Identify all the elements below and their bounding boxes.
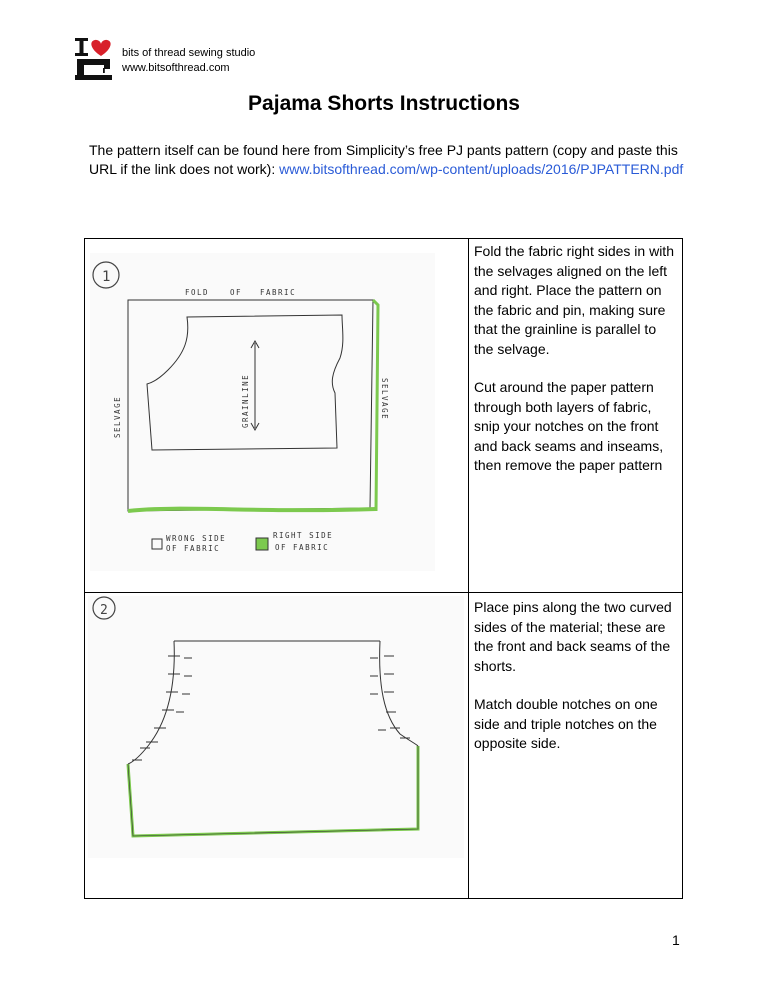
studio-name: bits of thread sewing studio xyxy=(122,47,256,59)
step-1-paragraph: Fold the fabric right sides in with the selvages aligned on the left and right. Place the pattern on the fabric and pin, making sure that the grainline is parallel to the selvage. xyxy=(474,243,674,357)
table-divider xyxy=(468,238,469,899)
step-2-diagram xyxy=(88,596,464,858)
legend-right-side-swatch xyxy=(256,538,268,550)
website: www.bitsofthread.com xyxy=(122,62,230,74)
header-text xyxy=(122,46,255,76)
step-1-text xyxy=(474,242,679,495)
legend-wrong-side-line2: OF FABRIC xyxy=(166,544,221,553)
label-selvage-right: SELVAGE xyxy=(380,378,389,421)
label-fabric: FABRIC xyxy=(260,288,297,297)
sewing-machine-icon xyxy=(75,59,112,80)
table-row-divider xyxy=(84,592,683,593)
studio-logo xyxy=(74,37,114,81)
step-2-paragraph: Match double notches on one side and triple notches on the opposite side. xyxy=(474,696,658,751)
step-1-paragraph: Cut around the paper pattern through both layers of fabric, snip your notches on the front and back seams and inseams, then remove the paper pattern xyxy=(474,379,664,473)
step-2-text xyxy=(474,598,679,773)
step-1-number: 1 xyxy=(102,269,112,285)
intro-text: The pattern itself can be found here from Simplicity’s free PJ pants pattern (copy and paste this URL if the link does not work): xyxy=(89,142,678,177)
pattern-link[interactable]: www.bitsofthread.com/wp-content/uploads/2016/PJPATTERN.pdf xyxy=(279,160,684,177)
step-2-paragraph: Place pins along the two curved sides of the material; these are the front and back seams of the shorts. xyxy=(474,599,672,674)
label-fold: FOLD xyxy=(185,288,210,297)
page-number: 1 xyxy=(672,932,680,948)
legend-wrong-side-line1: WRONG SIDE xyxy=(166,534,227,543)
legend-right-side-line2: OF FABRIC xyxy=(275,543,330,552)
heart-icon xyxy=(91,40,110,56)
label-grainline: GRAINLINE xyxy=(241,373,250,428)
page-title: Pajama Shorts Instructions xyxy=(248,92,520,115)
label-selvage-left: SELVAGE xyxy=(113,395,122,438)
step-1-diagram xyxy=(90,253,435,571)
intro-paragraph xyxy=(89,141,689,178)
step-2-number: 2 xyxy=(100,603,110,618)
label-of: OF xyxy=(230,288,243,297)
legend-right-side-line1: RIGHT SIDE xyxy=(273,531,334,540)
